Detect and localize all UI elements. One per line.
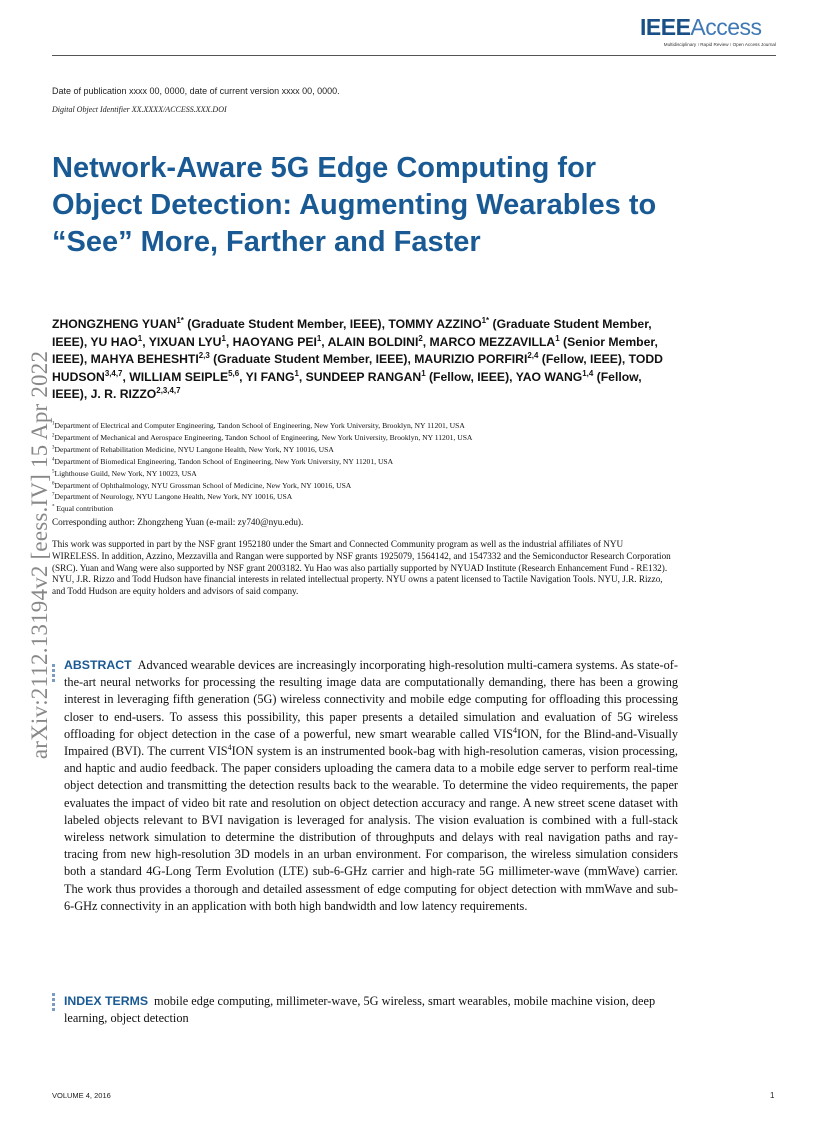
author-affiliation-sup: 1: [421, 368, 426, 378]
author-note: (Graduate Student Member, IEEE),: [52, 317, 652, 349]
author-note: (Fellow, IEEE),: [425, 369, 513, 384]
affiliation: [52, 468, 692, 480]
author-name: HAOYANG PEI: [232, 334, 317, 349]
author-note: ,: [298, 369, 303, 384]
author: [91, 387, 181, 401]
affiliation-sup: *: [52, 504, 55, 510]
header-rule: [52, 55, 776, 56]
author-name: YI FANG: [245, 369, 295, 384]
affiliation: [52, 444, 692, 456]
footer-volume: VOLUME 4, 2016: [52, 1091, 111, 1100]
funding-note: [52, 539, 672, 598]
author-name: MAHYA BEHESHTI: [90, 352, 199, 366]
affiliation: [52, 420, 692, 432]
author-note: ,: [321, 334, 325, 349]
abstract-sup-1: 4: [512, 725, 517, 735]
author-affiliation-sup: 2,3: [198, 350, 210, 360]
author: [328, 335, 427, 349]
doi: Digital Object Identifier XX.XXXX/ACCESS.XXX.DOI: [52, 105, 227, 114]
logo-ieee-text: IEEE: [640, 14, 691, 40]
author: [129, 370, 242, 384]
author: [90, 335, 145, 349]
affiliation-text: Equal contribution: [54, 504, 114, 514]
affiliation: [52, 432, 692, 444]
author: [91, 352, 411, 366]
affiliation-sup: 7: [52, 492, 55, 498]
affiliation-sup: 3: [52, 445, 55, 451]
affiliation-sup: 6: [52, 481, 55, 486]
affiliation-text: Department of Neurology, NYU Langone Health, New York, NY 10016, USA: [54, 492, 293, 502]
abstract-text-2: ION, for the Blind-and-Visually Impaired (BVI). The current VIS: [64, 726, 678, 759]
author-affiliation-sup: 1: [221, 333, 226, 343]
affiliation-sup: 2: [52, 433, 55, 439]
journal-logo: [640, 14, 776, 48]
affiliation-text: Department of Rehabilitation Medicine, NYU Langone Health, New York, NY 10016, USA: [54, 444, 334, 454]
author-affiliation-sup: 1: [316, 333, 322, 343]
author-affiliation-sup: 3,4,7: [104, 368, 123, 378]
author-note: (Graduate Student Member, IEEE),: [209, 352, 411, 366]
author-list: [52, 316, 664, 404]
author-name: YAO WANG: [515, 369, 583, 384]
affiliation: [52, 491, 692, 503]
author-name: MAURIZIO PORFIRI: [414, 352, 528, 366]
author-name: YU HAO: [90, 334, 138, 349]
author: [306, 370, 513, 384]
author-affiliation-sup: 1*: [176, 315, 184, 325]
author-affiliation-sup: 1: [555, 333, 560, 343]
affiliation: [52, 503, 692, 515]
index-terms: [64, 993, 678, 1027]
author-affiliation-sup: 1,4: [582, 368, 594, 378]
affiliation-sup: 1: [52, 421, 55, 427]
affiliation-text: Department of Electrical and Computer Engineering, Tandon School of Engineering, New York University, Brooklyn, NY 11201, USA: [54, 421, 465, 430]
corresponding-author: Corresponding author: Zhongzheng Yuan (e-mail: zy740@nyu.edu).: [52, 517, 304, 527]
abstract-text-1: Advanced wearable devices are increasingly incorporating high-resolution multi-camera systems. As state-of-the-art neural networks for processing the resulting image data are computationally demanding, there has been a growing interest in leveraging fifth generation (5G) wireless connectivity and mobile edge computing for offloading this processing closer to end-users. To assess this possibility, this paper presents a detailed simulation and evaluation of 5G wireless offloading for object detection in the case of a powerful, new smart wearable called VIS: [64, 658, 678, 741]
author: [414, 352, 625, 366]
author-note: ,: [422, 334, 427, 349]
author: [52, 317, 385, 331]
author-affiliation-sup: 5,6: [228, 368, 240, 378]
author-affiliation-sup: 1*: [481, 315, 490, 325]
author-affiliation-sup: 2,4: [527, 350, 539, 360]
author-note: ,: [225, 334, 230, 349]
abstract-text-3: ION system is an instrumented book-bag with high-resolution cameras, vision processing, and haptic and audio feedback. The paper considers uploading the camera data to a mobile edge server to perform real-time object detection and transmitting the detection results back to the wearable. To determine the video requirements, the paper evaluates the impact of video bit rate and resolution on object detection accuracy and range. A new street scene dataset with labeled objects relevant to BVI navigation is leveraged for analysis. The vision evaluation is combined with a full-stack wireless network simulation to determine the distribution of throughputs and delays with real navigation paths and ray-tracing from new high-resolution 3D models in an urban environment. For comparison, the wireless simulation considers both a standard 4G-Long Term Evolution (LTE) sub-6-GHz carrier and high-rate 5G millimeter-wave (mmWave) carrier. The work thus provides a thorough and detailed assessment of edge computing for object detection with mmWave and sub-6-GHz connectivity in an application with both high bandwidth and low latency requirements.: [64, 744, 678, 913]
funding-paragraph: This work was supported in part by the NSF grant 1952180 under the Smart and Connected Community program as well as the industrial affiliates of NYU WIRELESS. In addition, Azzino, Mezzavilla and Rangan were supported by NSF grants 1925079, 1564142, and 1547332 and the Semiconductor Research Corporation (SRC). Yuan and Wang were also supported by NSF grant 2003182. Yu Hao was also partially supported by NYUAD Institute (Research Enhancement Fund - RE132).: [52, 539, 671, 573]
logo-access-text: Access: [690, 14, 762, 40]
author-affiliation-sup: 2,3,4,7: [156, 385, 181, 395]
author-note: ,: [122, 369, 126, 384]
affiliation-text: Lighthouse Guild, New York, NY 10023, USA: [54, 468, 197, 478]
abstract-sup-2: 4: [227, 742, 232, 752]
author: [149, 335, 230, 349]
affiliation-text: Department of Biomedical Engineering, Tandon School of Engineering, New York University, NY 11201, USA: [54, 456, 394, 466]
author-note: (Graduate Student Member, IEEE),: [183, 317, 386, 331]
index-terms-marker: [52, 993, 55, 1013]
author-name: TOMMY AZZINO: [388, 317, 482, 331]
publication-date: Date of publication xxxx 00, 0000, date of current version xxxx 00, 0000.: [52, 86, 340, 96]
author-affiliation-sup: 1: [137, 333, 143, 343]
affiliation-sup: 5: [52, 469, 55, 475]
author: [246, 370, 303, 384]
author-affiliation-sup: 2: [418, 333, 423, 343]
footer-page-number: 1: [770, 1091, 775, 1100]
index-terms-label: INDEX TERMS: [64, 994, 149, 1008]
author-name: ZHONGZHENG YUAN: [52, 317, 177, 331]
author-note: ,: [142, 334, 146, 349]
paper-title: Network-Aware 5G Edge Computing for Object Detection: Augmenting Wearables to “See” More, Farther and Faster: [52, 152, 657, 258]
author-note: (Senior Member, IEEE),: [52, 334, 658, 366]
logo-tagline: Multidisciplinary ⁝ Rapid Review ⁝ Open Access Journal: [663, 42, 776, 47]
author-name: SUNDEEP RANGAN: [305, 369, 422, 384]
affiliation-text: Department of Ophthalmology, NYU Grossman School of Medicine, New York, NY 10016, USA: [54, 480, 352, 490]
author: [233, 335, 325, 349]
conflict-paragraph: NYU, J.R. Rizzo and Todd Hudson have financial interests in related intellectual property. NYU owns a patent licensed to Tactile Navigation Tools. NYU, J.R. Rizzo, and Todd Hudson are equity holders and advisors of said company.: [52, 574, 663, 597]
affiliation-list: [52, 420, 692, 515]
author-name: TODD HUDSON: [52, 352, 663, 384]
author-name: YIXUAN LYU: [148, 334, 222, 349]
author-name: MARCO MEZZAVILLA: [429, 334, 556, 349]
abstract: [64, 657, 678, 915]
arxiv-stamp: arXiv:2112.13194v2 [eess.IV] 15 Apr 2022: [27, 350, 52, 760]
affiliation: [52, 456, 692, 468]
abstract-label: ABSTRACT: [64, 658, 132, 672]
author-name: ALAIN BOLDINI: [327, 334, 419, 349]
author-note: ,: [239, 369, 243, 384]
author-note: (Fellow, IEEE),: [538, 352, 626, 366]
author-affiliation-sup: 1: [294, 368, 299, 378]
author-name: J. R. RIZZO: [90, 387, 157, 401]
affiliation: [52, 480, 692, 492]
author-name: WILLIAM SEIPLE: [129, 369, 229, 384]
affiliation-sup: 4: [52, 457, 55, 463]
author-note: (Fellow, IEEE),: [52, 369, 642, 401]
index-terms-text: mobile edge computing, millimeter-wave, 5G wireless, smart wearables, mobile machine vision, deep learning, object detection: [64, 994, 656, 1026]
affiliation-text: Department of Mechanical and Aerospace Engineering, Tandon School of Engineering, New York University, Brooklyn, NY 11201, USA: [54, 432, 473, 442]
